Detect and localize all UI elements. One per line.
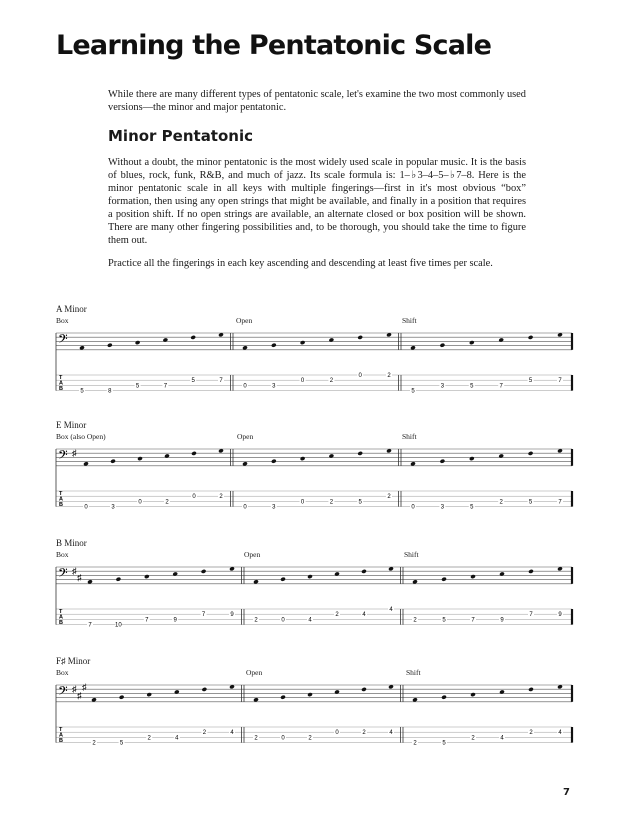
note-head <box>300 456 306 461</box>
fret-number: 0 <box>281 617 285 624</box>
fret-number: 0 <box>192 494 196 501</box>
fret-number: 9 <box>230 612 234 619</box>
note-head <box>528 687 534 692</box>
position-label: Open <box>246 668 263 677</box>
fret-number: 7 <box>201 612 206 619</box>
fret-number: 2 <box>413 617 417 624</box>
fret-number: 9 <box>500 617 504 624</box>
key-label: A Minor <box>56 304 87 314</box>
fret-number: 7 <box>558 378 562 385</box>
position-label: Box (also Open) <box>56 432 106 441</box>
fret-number: 5 <box>119 740 124 747</box>
position-label: Box <box>56 668 69 677</box>
fret-number: 7 <box>471 617 475 624</box>
note-head <box>334 689 340 694</box>
tab-symbol: A <box>59 380 63 387</box>
note-head <box>172 571 178 576</box>
note-head <box>191 451 197 456</box>
fret-number: 7 <box>499 383 503 390</box>
fret-number: 4 <box>500 735 504 742</box>
note-head <box>469 456 475 461</box>
sharp-icon: ♯ <box>72 566 77 577</box>
key-label: F♯ Minor <box>56 656 91 666</box>
fret-number: 2 <box>165 499 169 506</box>
fret-number: 3 <box>272 504 276 511</box>
fret-number: 4 <box>308 617 312 624</box>
fret-number: 2 <box>387 494 391 501</box>
sharp-icon: ♯ <box>77 690 82 701</box>
fret-number: 2 <box>362 730 366 737</box>
fret-number: 7 <box>145 617 149 624</box>
fret-number: 2 <box>254 735 258 742</box>
key-label: B Minor <box>56 538 87 548</box>
notation-system <box>0 420 628 530</box>
note-head <box>441 577 447 582</box>
position-label: Open <box>236 316 253 325</box>
note-head <box>164 453 170 458</box>
tab-symbol: T <box>59 727 63 733</box>
note-head <box>137 456 143 461</box>
bass-clef-icon: 𝄢 <box>58 332 68 350</box>
bass-clef-icon: 𝄢 <box>58 448 68 466</box>
note-head <box>470 692 476 697</box>
fret-number: 5 <box>80 388 84 395</box>
tab-symbol: T <box>59 491 63 497</box>
note-head <box>174 689 180 694</box>
fret-number: 2 <box>413 740 417 747</box>
fret-number: 5 <box>135 383 140 390</box>
fret-number: 4 <box>230 730 234 737</box>
note-head <box>361 569 367 574</box>
key-label: E Minor <box>56 420 87 430</box>
note-head <box>280 577 286 582</box>
fret-number: 2 <box>499 499 503 506</box>
fret-number: 0 <box>281 735 285 742</box>
page-title: Learning the Pentatonic Scale <box>56 30 492 61</box>
fret-number: 5 <box>358 499 362 506</box>
note-head <box>280 695 286 700</box>
fret-number: 9 <box>173 617 177 624</box>
note-head <box>329 453 335 458</box>
notation-system <box>0 656 628 766</box>
note-head <box>202 687 208 692</box>
note-head <box>361 687 367 692</box>
tab-symbol: B <box>59 620 63 626</box>
note-head <box>440 343 446 348</box>
note-head <box>528 569 534 574</box>
note-head <box>271 459 277 464</box>
fret-number: 9 <box>558 612 562 619</box>
fret-number: 4 <box>389 730 393 737</box>
tab-symbol: B <box>59 386 63 392</box>
fret-number: 7 <box>219 378 223 385</box>
fret-number: 5 <box>442 740 446 747</box>
position-label: Shift <box>402 432 417 441</box>
note-head <box>300 340 306 345</box>
note-head <box>470 574 476 579</box>
note-head <box>440 459 446 464</box>
fret-number: 4 <box>558 730 562 737</box>
fret-number: 3 <box>440 383 445 390</box>
note-head <box>307 574 313 579</box>
fret-number: 0 <box>335 730 339 737</box>
note-head <box>357 335 363 340</box>
note-head <box>201 569 207 574</box>
fret-number: 2 <box>254 617 258 624</box>
page-number: 7 <box>563 787 570 798</box>
fret-number: 8 <box>108 388 112 395</box>
bass-clef-icon: 𝄢 <box>58 684 68 702</box>
position-label: Shift <box>406 668 421 677</box>
fret-number: 7 <box>529 612 533 619</box>
fret-number: 5 <box>528 499 533 506</box>
fret-number: 7 <box>558 499 562 506</box>
tab-symbol: A <box>59 614 63 621</box>
note-head <box>119 695 125 700</box>
fret-number: 3 <box>440 504 445 511</box>
note-head <box>307 692 313 697</box>
fret-number: 4 <box>175 735 179 742</box>
fret-number: 2 <box>529 730 533 737</box>
body-paragraph-2: Practice all the fingerings in each key ascending and descending at least five times per scale. <box>108 258 493 269</box>
section-title: Minor Pentatonic <box>108 127 253 145</box>
tab-symbol: A <box>59 496 63 503</box>
fret-number: 5 <box>442 617 446 624</box>
tab-symbol: T <box>59 609 63 615</box>
note-head <box>135 340 141 345</box>
intro-paragraph: While there are many different types of pentatonic scale, let's examine the two most commonly used versions—the minor and major pentatonic. <box>108 89 526 113</box>
fret-number: 2 <box>387 373 391 379</box>
sharp-icon: ♯ <box>77 572 82 583</box>
fret-number: 5 <box>528 378 533 385</box>
fret-number: 5 <box>191 378 195 385</box>
notation-system <box>0 304 628 414</box>
note-head <box>334 571 340 576</box>
fret-number: 0 <box>300 499 305 506</box>
note-head <box>116 577 122 582</box>
fret-number: 0 <box>84 504 88 511</box>
fret-number: 7 <box>163 383 168 390</box>
fret-number: 0 <box>243 504 247 511</box>
fret-number: 2 <box>471 735 475 742</box>
body-paragraph-1: Without a doubt, the minor pentatonic is the most widely used scale in popular music. It is the basis of blues, rock, funk, R&B, and much of jazz. Its scale formula is: 1–♭3–4–5–♭7–8. Here is the minor pentatonic scale in all keys with multiple fingerings—first in it's most obvious “box” formation, then using any open strings that might be available, and finally in a position that requires a position shift. If no open strings are available, an alternate closed or box position will be shown. There are many other fingering possibilities and, to be thorough, you should take the time to figure them out. <box>108 157 526 246</box>
note-head <box>499 689 505 694</box>
fret-number: 0 <box>243 383 247 390</box>
fret-number: 10 <box>115 622 122 629</box>
bass-clef-icon: 𝄢 <box>58 566 68 584</box>
fret-number: 0 <box>358 373 362 379</box>
fret-number: 2 <box>219 494 223 501</box>
fret-number: 2 <box>329 378 334 385</box>
note-head <box>499 571 505 576</box>
fret-number: 5 <box>470 383 474 390</box>
notation-system <box>0 538 628 648</box>
fret-number: 5 <box>470 504 474 511</box>
tab-symbol: T <box>59 375 63 381</box>
fret-number: 2 <box>308 735 312 742</box>
position-label: Box <box>56 550 69 559</box>
fret-number: 2 <box>202 730 207 737</box>
tab-symbol: B <box>59 502 63 508</box>
fret-number: 7 <box>88 622 92 629</box>
fret-number: 2 <box>92 740 96 747</box>
position-label: Box <box>56 316 69 325</box>
note-head <box>528 335 534 340</box>
tab-symbol: B <box>59 738 63 744</box>
position-label: Shift <box>402 316 417 325</box>
fret-number: 0 <box>138 499 142 506</box>
note-head <box>469 340 475 345</box>
note-head <box>163 337 169 342</box>
sharp-icon: ♯ <box>82 682 87 693</box>
fret-number: 0 <box>300 378 305 385</box>
fret-number: 3 <box>272 383 276 390</box>
sharp-icon: ♯ <box>72 684 77 695</box>
position-label: Shift <box>404 550 419 559</box>
fret-number: 2 <box>329 499 334 506</box>
note-head <box>107 343 113 348</box>
note-head <box>498 337 504 342</box>
fret-number: 2 <box>335 612 339 619</box>
fret-number: 5 <box>411 388 415 395</box>
fret-number: 0 <box>411 504 415 511</box>
note-head <box>146 692 152 697</box>
fret-number: 4 <box>389 607 393 613</box>
note-head <box>441 695 447 700</box>
fret-number: 4 <box>362 612 366 619</box>
fret-number: 3 <box>111 504 115 511</box>
note-head <box>271 343 277 348</box>
sharp-icon: ♯ <box>72 448 77 459</box>
note-head <box>144 574 150 579</box>
note-head <box>329 337 335 342</box>
note-head <box>110 459 116 464</box>
position-label: Open <box>237 432 254 441</box>
note-head <box>498 453 504 458</box>
fret-number: 2 <box>147 735 151 742</box>
position-label: Open <box>244 550 261 559</box>
note-head <box>357 451 363 456</box>
tab-symbol: A <box>59 732 63 739</box>
note-head <box>190 335 196 340</box>
note-head <box>528 451 534 456</box>
